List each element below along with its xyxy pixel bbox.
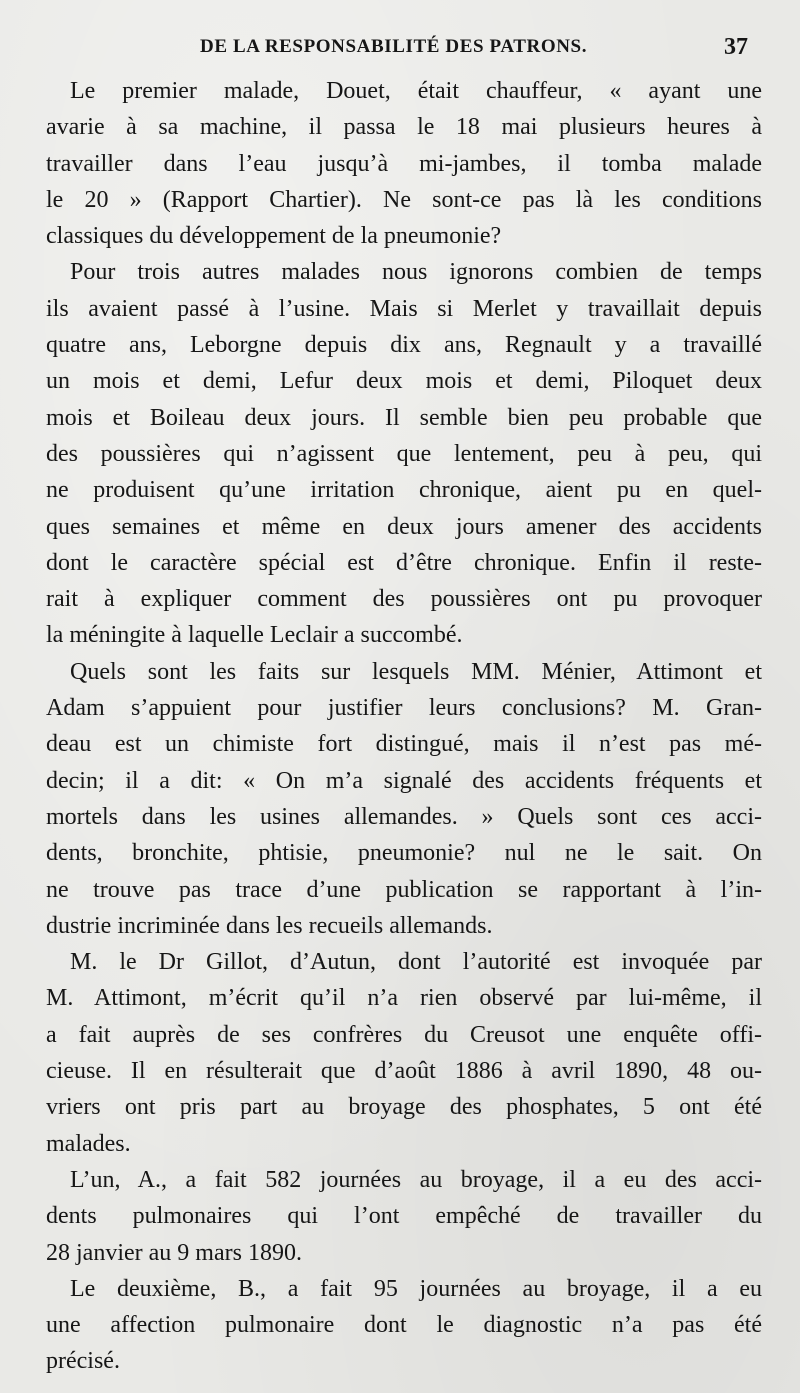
text-line: dont le caractère spécial est d’être chronique. Enfin il reste- (46, 549, 762, 576)
text-line: L’un, A., a fait 582 journées au broyage, il a eu des acci- (70, 1166, 762, 1193)
paragraph-4 (46, 944, 762, 1162)
text-line: Quels sont les faits sur lesquels MM. Ménier, Attimont et (70, 658, 762, 685)
text-line: Pour trois autres malades nous ignorons combien de temps (70, 259, 762, 286)
text-line: 28 janvier au 9 mars 1890. (46, 1239, 302, 1266)
text-line: le 20 » (Rapport Chartier). Ne sont-ce pas là les conditions (46, 186, 762, 213)
text-line: dents, bronchite, phtisie, pneumonie? nul ne le sait. On (46, 840, 762, 867)
text-line: vriers ont pris part au broyage des phosphates, 5 ont été (46, 1094, 762, 1121)
text-line: précisé. (46, 1348, 120, 1375)
text-line: classiques du développement de la pneumonie? (46, 223, 502, 250)
text-line: a fait auprès de ses confrères du Creusot une enquête offi- (46, 1021, 762, 1048)
text-line: ques semaines et même en deux jours amener des accidents (46, 513, 762, 540)
text-line: Le premier malade, Douet, était chauffeur, « ayant une (70, 78, 762, 104)
text-line: M. Attimont, m’écrit qu’il n’a rien observé par lui-même, il (46, 985, 762, 1012)
text-line: un mois et demi, Lefur deux mois et demi, Piloquet deux (46, 368, 762, 395)
text-line: avarie à sa machine, il passa le 18 mai plusieurs heures à (46, 114, 762, 141)
text-line: decin; il a dit: « On m’a signalé des accidents fréquents et (46, 767, 762, 794)
text-line: une affection pulmonaire dont le diagnostic n’a pas été (46, 1312, 762, 1339)
text-line: Le deuxième, B., a fait 95 journées au broyage, il a eu (70, 1275, 762, 1302)
text-line: travailler dans l’eau jusqu’à mi-jambes, il tomba malade (46, 150, 762, 177)
text-line: cieuse. Il en résulterait que d’août 1886 à avril 1890, 48 ou- (46, 1058, 762, 1085)
body-text (46, 73, 762, 1380)
text-line: ils avaient passé à l’usine. Mais si Merlet y travaillait depuis (46, 295, 762, 322)
paragraph-1 (46, 73, 762, 254)
text-line: mois et Boileau deux jours. Il semble bien peu probable que (46, 404, 762, 431)
text-line: Adam s’appuient pour justifier leurs conclusions? M. Gran- (46, 695, 762, 722)
text-line: deau est un chimiste fort distingué, mais il n’est pas mé- (46, 731, 762, 758)
paragraph-2 (46, 254, 762, 653)
text-line: dustrie incriminée dans les recueils allemands. (46, 912, 493, 939)
page-number: 37 (724, 34, 748, 60)
running-title: DE LA RESPONSABILITÉ DES PATRONS. (200, 36, 588, 57)
paragraph-6 (46, 1271, 762, 1380)
text-line: dents pulmonaires qui l’ont empêché de travailler du (46, 1203, 762, 1230)
text-line: ne produisent qu’une irritation chronique, aient pu en quel- (46, 477, 762, 504)
paragraph-5 (46, 1162, 762, 1271)
text-line: des poussières qui n’agissent que lentement, peu à peu, qui (46, 440, 762, 467)
text-line: malades. (46, 1130, 131, 1157)
paragraph-3 (46, 654, 762, 944)
text-line: M. le Dr Gillot, d’Autun, dont l’autorité est invoquée par (70, 949, 762, 976)
text-line: quatre ans, Leborgne depuis dix ans, Regnault y a travaillé (46, 332, 762, 359)
text-line: rait à expliquer comment des poussières ont pu provoquer (46, 586, 762, 613)
text-line: la méningite à laquelle Leclair a succombé. (46, 622, 463, 649)
running-head (0, 36, 800, 68)
text-line: mortels dans les usines allemandes. » Quels sont ces acci- (46, 803, 762, 830)
text-line: ne trouve pas trace d’une publication se rapportant à l’in- (46, 876, 762, 903)
